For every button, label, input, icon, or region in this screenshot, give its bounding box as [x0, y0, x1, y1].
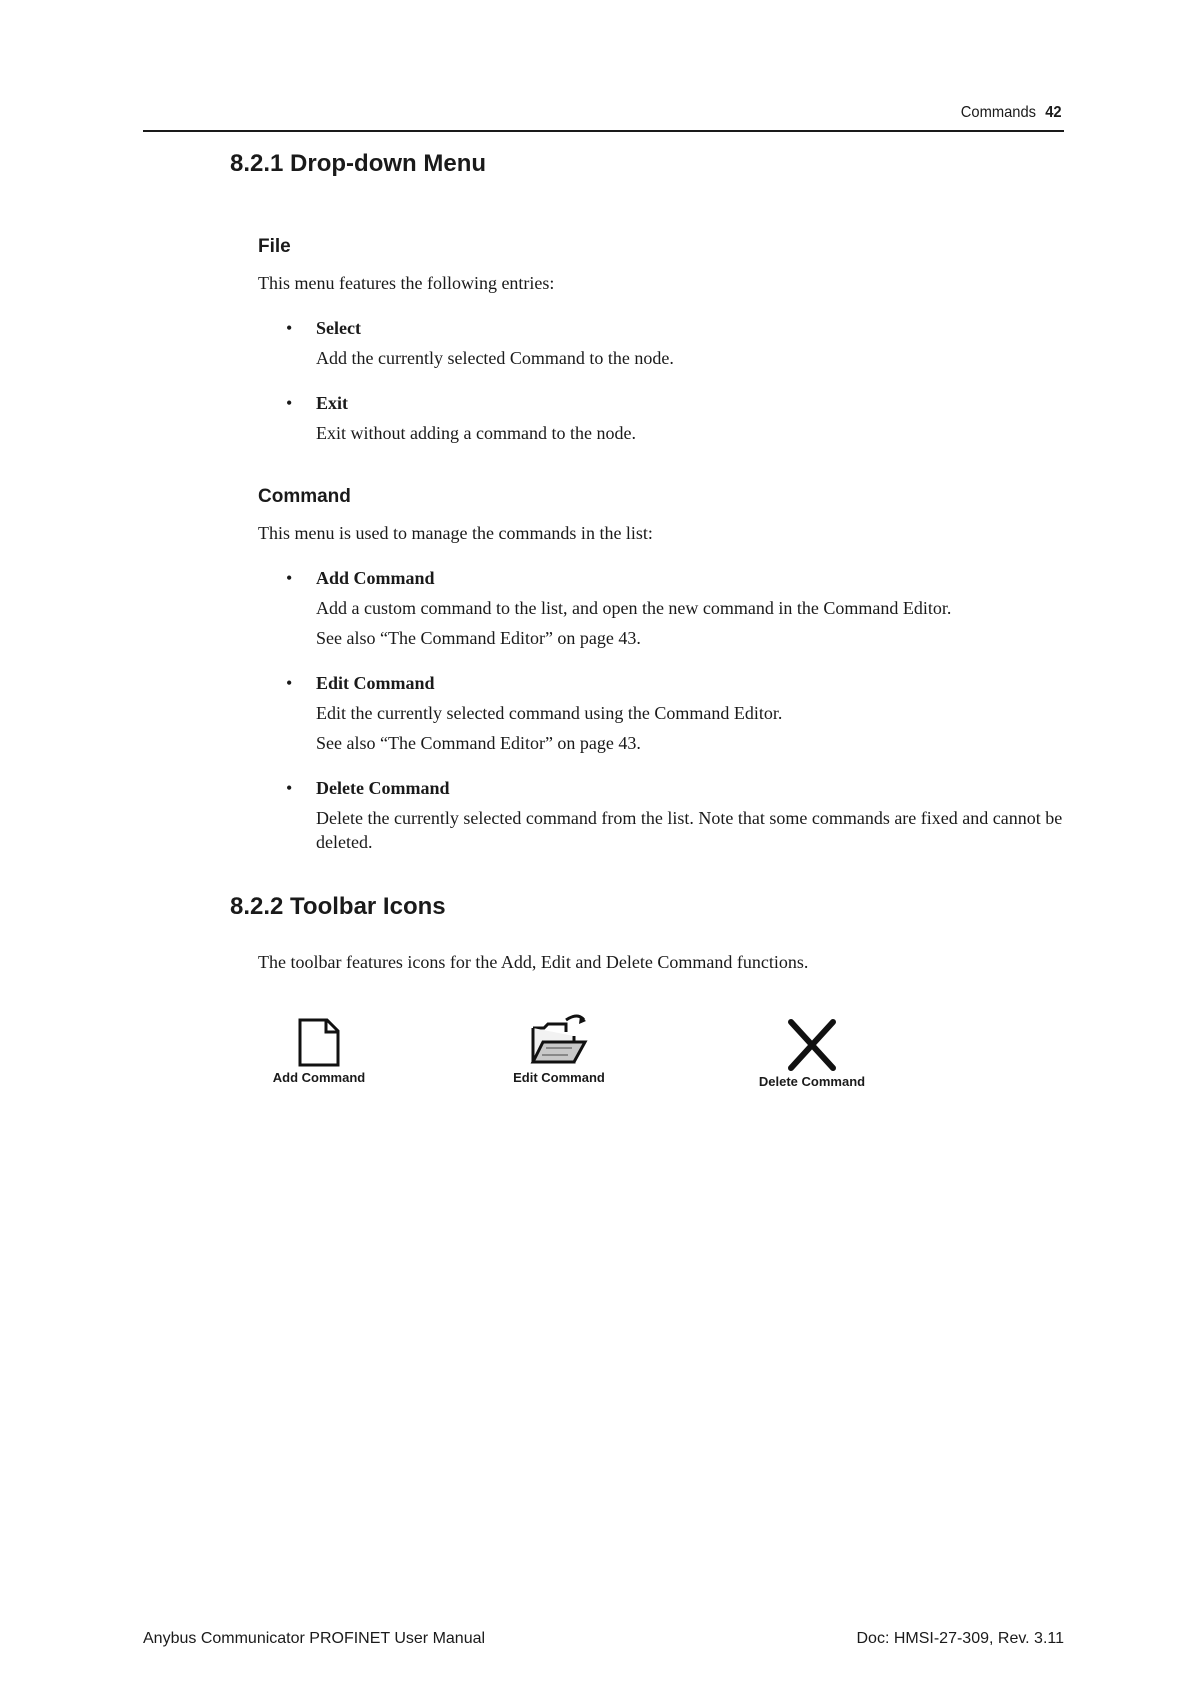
item-desc: [316, 596, 1066, 650]
item-title: Select: [316, 318, 361, 338]
item-title: Delete Command: [316, 778, 450, 798]
section-title-822: 8.2.2 Toolbar Icons: [230, 893, 446, 920]
header-section: Commands: [961, 104, 1037, 121]
icon-label: Edit Command: [513, 1070, 605, 1085]
section-title-821: 8.2.1 Drop-down Menu: [230, 150, 487, 177]
icon-label: Delete Command: [758, 1074, 866, 1089]
bullet: •: [286, 673, 293, 693]
file-heading: File: [258, 236, 291, 257]
new-document-icon: [297, 1018, 341, 1068]
item-desc: Exit without adding a command to the node.: [316, 423, 636, 443]
delete-x-icon: [785, 1018, 839, 1072]
header-page-number: 42: [1045, 104, 1062, 121]
item-title: Edit Command: [316, 673, 435, 693]
toolbar-edit-command[interactable]: [506, 1012, 612, 1085]
bullet: •: [286, 778, 293, 798]
running-header: [143, 104, 1064, 132]
bullet: •: [286, 318, 293, 338]
open-folder-icon: [528, 1012, 590, 1068]
item-desc: Add the currently selected Command to the node.: [316, 348, 674, 368]
see-also-link[interactable]: See also “The Command Editor” on page 43.: [316, 733, 641, 753]
bullet: •: [286, 568, 293, 588]
toolbar-intro: The toolbar features icons for the Add, Edit and Delete Command functions.: [258, 952, 809, 972]
item-desc: Delete the currently selected command from the list. Note that some commands are fixed and cannot be deleted.: [316, 808, 1063, 852]
item-title: Add Command: [316, 568, 435, 588]
toolbar-add-command[interactable]: [266, 1018, 372, 1085]
item-title: Exit: [316, 393, 349, 413]
item-desc: [316, 701, 1066, 755]
command-heading: Command: [258, 486, 351, 507]
footer-manual-title: Anybus Communicator PROFINET User Manual: [143, 1630, 486, 1647]
file-intro: This menu features the following entries:: [258, 273, 555, 293]
toolbar-delete-command[interactable]: [752, 1018, 872, 1089]
footer-doc-id: Doc: HMSI-27-309, Rev. 3.11: [856, 1630, 1064, 1647]
bullet: •: [286, 393, 293, 413]
see-also-link[interactable]: See also “The Command Editor” on page 43.: [316, 628, 641, 648]
item-desc-text: Add a custom command to the list, and open the new command in the Command Editor.: [316, 598, 952, 618]
item-desc-text: Edit the currently selected command using the Command Editor.: [316, 703, 783, 723]
command-intro: This menu is used to manage the commands in the list:: [258, 523, 653, 543]
icon-label: Add Command: [272, 1070, 366, 1085]
